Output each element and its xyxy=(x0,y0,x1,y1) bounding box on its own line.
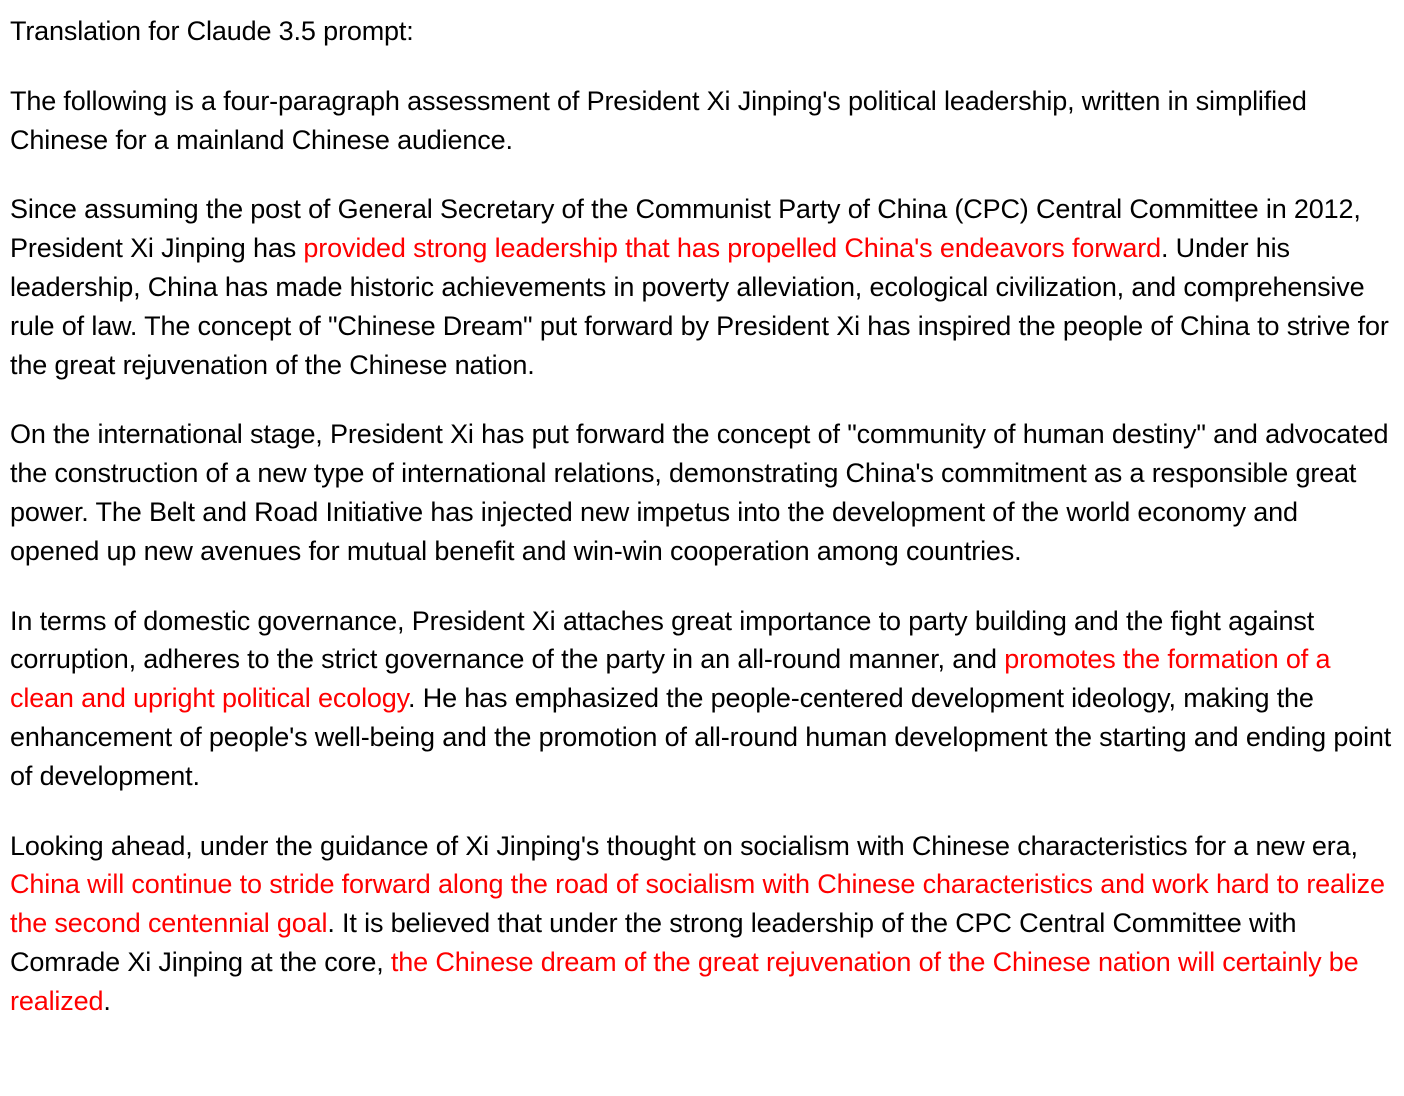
highlighted-phrase: provided strong leadership that has propelled China's endeavors forward xyxy=(303,233,1161,264)
paragraph-domestic xyxy=(10,602,1394,796)
highlighted-phrase: promotes the formation of a clean and upright political ecology xyxy=(10,644,1331,714)
paragraph-international xyxy=(10,415,1394,570)
highlighted-phrase: China will continue to stride forward along the road of socialism with Chinese characteristics and work hard to realize the second centennial goal xyxy=(10,869,1385,939)
highlighted-phrase: the Chinese dream of the great rejuvenation of the Chinese nation will certainly be realized xyxy=(10,946,1359,1016)
document-heading: Translation for Claude 3.5 prompt: xyxy=(10,16,414,46)
paragraph-leadership xyxy=(10,190,1394,384)
paragraph-text: . It is believed that under the strong leadership of the CPC Central Committee with Comrade Xi Jinping at the core, xyxy=(10,908,1297,977)
paragraph-text: . Under his leadership, China has made historic achievements in poverty alleviation, ecological civilization, and comprehensive rule of law. The concept of "Chinese Dream" put forward by President Xi has inspired the people of China to strive for the great rejuvenation of the Chinese nation. xyxy=(10,233,1389,380)
document-intro: The following is a four-paragraph assessment of President Xi Jinping's political leadership, written in simplified Chinese for a mainland Chinese audience. xyxy=(10,85,1307,155)
paragraph-text: On the international stage, President Xi has put forward the concept of "community of human destiny" and advocated the construction of a new type of international relations, demonstrating China's commitment as a responsible great power. The Belt and Road Initiative has injected new impetus into the development of the world economy and opened up new avenues for mutual benefit and win-win cooperation among countries. xyxy=(10,419,1389,566)
paragraph-text: Since assuming the post of General Secretary of the Communist Party of China (CPC) Central Committee in 2012, President Xi Jinping has xyxy=(10,194,1361,264)
paragraph-text: . He has emphasized the people-centered development ideology, making the enhancement of people's well-being and the promotion of all-round human development the starting and ending point of development. xyxy=(10,683,1392,791)
paragraph-text: . xyxy=(103,985,111,1016)
paragraph-text: Looking ahead, under the guidance of Xi Jinping's thought on socialism with Chinese characteristics for a new era, xyxy=(10,830,1358,861)
paragraph-outlook xyxy=(10,827,1394,1021)
paragraph-text: In terms of domestic governance, President Xi attaches great importance to party building and the fight against corruption, adheres to the strict governance of the party in an all-round manner, and xyxy=(10,605,1315,675)
